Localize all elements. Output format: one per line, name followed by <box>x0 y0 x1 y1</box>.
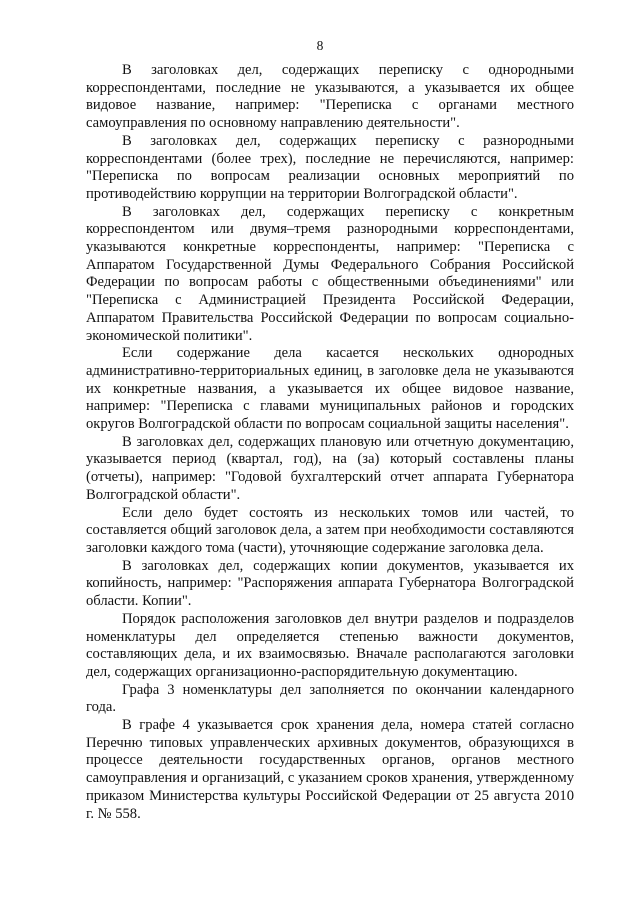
paragraph-1: В заголовках дел, содержащих переписку с однородными корреспондентами, последние не указываются, а указывается их общее видовое название, например: "Переписка с органами местного самоуправления по основному направлению деятельности". <box>86 62 574 132</box>
paragraph-4: Если содержание дела касается нескольких однородных административно-территориальных единиц, в заголовке дела не указываются их конкретные названия, а указывается их общее видовое название, например: "Переписка с главами муниципальных районов и городских округов Волгоградской области по вопросам социальной защиты населения". <box>86 345 574 433</box>
paragraph-2: В заголовках дел, содержащих переписку с разнородными корреспондентами (более трех), последние не перечисляются, например: "Переписка по вопросам реализации основных мероприятий по противодействию коррупции на территории Волгоградской области". <box>86 132 574 202</box>
paragraph-3: В заголовках дел, содержащих переписку с конкретным корреспондентом или двумя–тремя разнородными корреспондентами, указываются конкретные корреспонденты, например: "Переписка с Аппаратом Государственной Думы Федерального Собрания Российской Федерации по вопросам работы с общественными объединениями" или "Переписка с Администрацией Президента Российской Федерации, Аппаратом Правительства Российской Федерации по вопросам социально-экономической политики". <box>86 203 574 344</box>
paragraph-8: Порядок расположения заголовков дел внутри разделов и подразделов номенклатуры дел определяется степенью важности документов, составляющих дела, и их взаимосвязью. Вначале располагаются заголовки дел, содержащих организационно-распорядительную документацию. <box>86 610 574 680</box>
paragraph-6: Если дело будет состоять из нескольких томов или частей, то составляется общий заголовок дела, а затем при необходимости составляются заголовки каждого тома (части), уточняющие содержание заголовка дела. <box>86 504 574 556</box>
paragraph-5: В заголовках дел, содержащих плановую или отчетную документацию, указывается период (квартал, год), на (за) который составлены планы (отчеты), например: "Годовой бухгалтерский отчет аппарата Губернатора Волгоградской области". <box>86 433 574 503</box>
paragraph-7: В заголовках дел, содержащих копии документов, указывается их копийность, например: "Распоряжения аппарата Губернатора Волгоградской области. Копии". <box>86 557 574 610</box>
page-number: 8 <box>316 38 324 53</box>
paragraph-9: Графа 3 номенклатуры дел заполняется по окончании календарного года. <box>86 681 574 716</box>
document-body <box>86 62 574 823</box>
paragraph-10: В графе 4 указывается срок хранения дела, номера статей согласно Перечню типовых управленческих архивных документов, образующихся в процессе деятельности государственных органов, органов местного самоуправления и организаций, с указанием сроков хранения, утвержденному приказом Министерства культуры Российской Федерации от 25 августа 2010 г. № 558. <box>86 717 574 822</box>
